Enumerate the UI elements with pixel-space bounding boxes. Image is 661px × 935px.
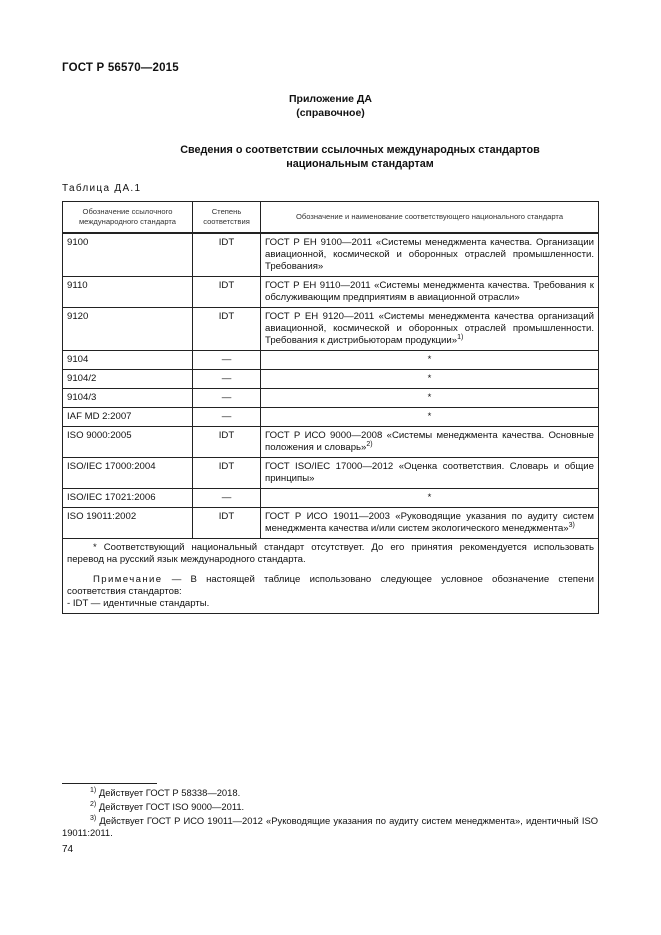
cell-national-standard: * (261, 370, 599, 389)
cell-code: ISO/IEC 17000:2004 (63, 458, 193, 489)
cell-degree: IDT (193, 308, 261, 351)
cell-national-standard: * (261, 489, 599, 508)
note-label: Примечание (93, 574, 163, 585)
footnote-separator (62, 783, 157, 784)
table-header-row (63, 202, 599, 234)
page-footnote-3 (62, 815, 598, 839)
footnote-text: Действует ГОСТ Р ИСО 19011—2012 «Руководящие указания по аудиту систем менеджмента», идентичный ISO 19011:2011. (62, 815, 598, 838)
cell-national-standard: * (261, 389, 599, 408)
footnote-mark: 1) (90, 786, 97, 794)
header-degree: Степень соответствия (193, 202, 261, 234)
cell-degree: — (193, 408, 261, 427)
cell-name-text: ГОСТ Р ЕН 9110—2011 «Системы менеджмента качества. Требования к обслуживающим предприятиям в авиационной отрасли» (265, 280, 594, 303)
cell-national-standard (261, 508, 599, 539)
cell-code: 9100 (63, 233, 193, 277)
cell-name-text: ГОСТ Р ЕН 9120—2011 «Системы менеджмента качества организаций авиационной, космической и оборонных отраслей промышленности. Требования к дистрибьюторам продукции» (265, 311, 594, 346)
cell-national-standard: * (261, 351, 599, 370)
cell-degree: IDT (193, 427, 261, 458)
cell-degree: IDT (193, 233, 261, 277)
page-footnote-1 (62, 787, 598, 799)
page-footnote-2 (62, 801, 598, 813)
cell-degree: IDT (193, 458, 261, 489)
document-code-header: ГОСТ Р 56570—2015 (62, 62, 179, 74)
cell-name-text: ГОСТ Р ЕН 9100—2011 «Системы менеджмента качества. Организации авиационной, космической и оборонных отраслей промышленности. Требования» (265, 237, 594, 272)
cell-degree: — (193, 370, 261, 389)
footnote-text: Действует ГОСТ ISO 9000—2011. (96, 801, 245, 812)
appendix-title: Приложение ДА (289, 93, 372, 105)
cell-degree: — (193, 389, 261, 408)
table-row (63, 389, 599, 408)
table-row (63, 233, 599, 277)
cell-code: 9104 (63, 351, 193, 370)
header-national-standard: Обозначение и наименование соответствующего национального стандарта (261, 202, 599, 234)
cell-national-standard (261, 458, 599, 489)
table-row (63, 277, 599, 308)
cell-code: 9104/2 (63, 370, 193, 389)
footnote-mark: 2) (90, 800, 97, 808)
cell-national-standard (261, 427, 599, 458)
cell-code: IAF MD 2:2007 (63, 408, 193, 427)
table-row (63, 458, 599, 489)
page-number: 74 (62, 844, 74, 855)
cell-code: ISO/IEC 17021:2006 (63, 489, 193, 508)
table-note (67, 574, 594, 598)
cell-national-standard (261, 308, 599, 351)
header-international-standard: Обозначение ссылочного международного стандарта (63, 202, 193, 234)
cell-national-standard (261, 233, 599, 277)
footnote-ref: 3) (568, 521, 575, 529)
star-footnote: * Соответствующий национальный стандарт отсутствует. До его принятия рекомендуется использовать перевод на русский язык международного стандарта. (67, 542, 594, 565)
table-footer-row (63, 539, 599, 614)
correspondence-table (62, 201, 599, 614)
cell-code: 9120 (63, 308, 193, 351)
footnote-ref: 1) (457, 333, 464, 341)
cell-name-text: ГОСТ Р ИСО 19011—2003 «Руководящие указания по аудиту систем менеджмента качества и/или систем экологического менеджмента» (265, 511, 594, 534)
cell-code: ISO 9000:2005 (63, 427, 193, 458)
table-label: Таблица ДА.1 (62, 183, 142, 194)
table-row (63, 370, 599, 389)
appendix-subtitle: (справочное) (296, 107, 365, 119)
table-row (63, 408, 599, 427)
cell-code: 9110 (63, 277, 193, 308)
cell-national-standard: * (261, 408, 599, 427)
table-row (63, 351, 599, 370)
cell-degree: IDT (193, 508, 261, 539)
cell-degree: IDT (193, 277, 261, 308)
section-title (60, 143, 660, 171)
cell-national-standard (261, 277, 599, 308)
table-footer-notes (63, 539, 599, 614)
cell-degree: — (193, 351, 261, 370)
footnote-text: Действует ГОСТ Р 58338—2018. (96, 787, 241, 798)
note-text: — В настоящей таблице использовано следующее условное обозначение степени соответствия стандартов: (67, 574, 594, 597)
table-row (63, 508, 599, 539)
cell-code: ISO 19011:2002 (63, 508, 193, 539)
note-item: - IDT — идентичные стандарты. (67, 598, 210, 609)
table-row (63, 427, 599, 458)
footnote-mark: 3) (90, 814, 97, 822)
section-title-line-1: Сведения о соответствии ссылочных международных стандартов (180, 144, 540, 156)
cell-code: 9104/3 (63, 389, 193, 408)
cell-name-text: ГОСТ Р ИСО 9000—2008 «Системы менеджмента качества. Основные положения и словарь» (265, 430, 594, 453)
cell-degree: — (193, 489, 261, 508)
table-row (63, 308, 599, 351)
footnote-ref: 2) (366, 440, 373, 448)
cell-name-text: ГОСТ ISO/IEC 17000—2012 «Оценка соответствия. Словарь и общие принципы» (265, 461, 594, 484)
table-row (63, 489, 599, 508)
section-title-line-2: национальным стандартам (286, 158, 434, 170)
